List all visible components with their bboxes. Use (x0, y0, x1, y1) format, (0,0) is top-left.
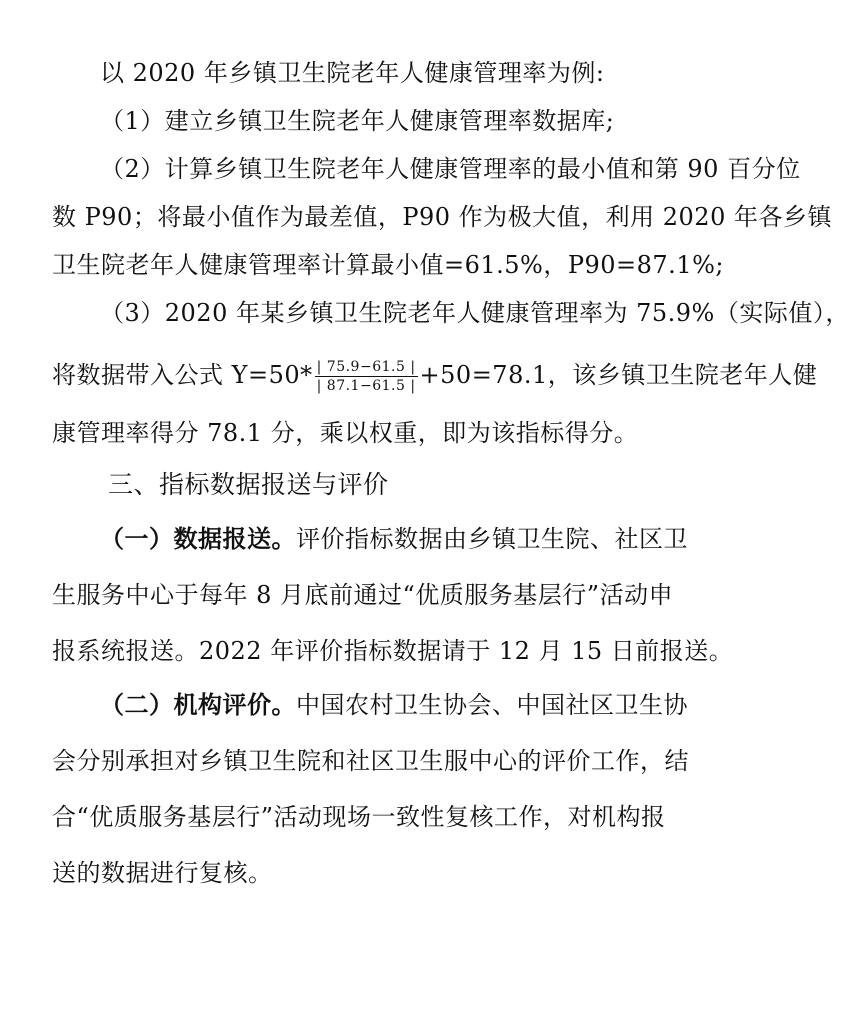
step-1: （1）建立乡镇卫生院老年人健康管理率数据库; (100, 107, 615, 135)
sec1-line3: 报系统报送。2022 年评价指标数据请于 12 月 15 日前报送。 (52, 637, 734, 665)
sec1-title: （一）数据报送。 (100, 525, 296, 553)
formula-numerator: | 75.9−61.5 | (316, 359, 416, 375)
step-2-line2: 数 P90；将最小值作为最差值，P90 作为极大值，利用 2020 年各乡镇 (52, 203, 832, 231)
formula-denominator: | 87.1−61.5 | (316, 378, 416, 394)
sec2-line2: 会分别承担对乡镇卫生院和社区卫生服中心的评价工作，结 (52, 747, 689, 775)
paragraph-intro: 以 2020 年乡镇卫生院老年人健康管理率为例: (100, 59, 605, 87)
sec1-line1 (100, 524, 688, 554)
sec2-line1 (100, 690, 688, 720)
sec1-text1: 评价指标数据由乡镇卫生院、社区卫 (296, 525, 688, 553)
formula-fraction (315, 358, 418, 395)
step-3-line3: 康管理率得分 78.1 分，乘以权重，即为该指标得分。 (52, 419, 639, 447)
sec2-text1: 中国农村卫生协会、中国社区卫生协 (296, 691, 688, 719)
sec2-title: （二）机构评价。 (100, 691, 296, 719)
formula-line (52, 358, 817, 395)
formula-prefix: 将数据带入公式 Y=50* (52, 361, 313, 389)
step-2-line1: （2）计算乡镇卫生院老年人健康管理率的最小值和第 90 百分位 (100, 155, 801, 183)
sec1-line2: 生服务中心于每年 8 月底前通过“优质服务基层行”活动申 (52, 581, 674, 609)
step-2-line3: 卫生院老年人健康管理率计算最小值=61.5%，P90=87.1%; (52, 251, 724, 279)
sec2-line4: 送的数据进行复核。 (52, 859, 273, 887)
step-3-line1: （3）2020 年某乡镇卫生院老年人健康管理率为 75.9%（实际值）， (100, 299, 850, 327)
formula-suffix: +50=78.1，该乡镇卫生院老年人健 (419, 361, 818, 389)
section-heading-3: 三、指标数据报送与评价 (108, 470, 389, 499)
sec2-line3: 合“优质服务基层行”活动现场一致性复核工作，对机构报 (52, 803, 666, 831)
